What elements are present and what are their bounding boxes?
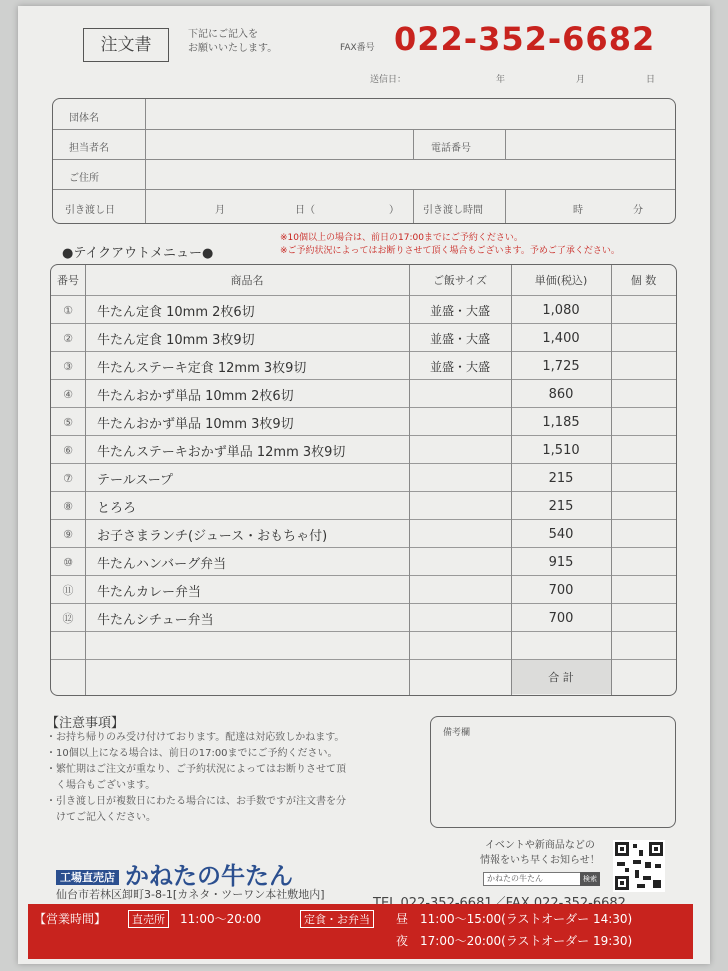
- menu-note1: ※10個以上の場合は、前日の17:00までにご予約ください。: [280, 233, 523, 243]
- item-rice-size: 並盛・大盛: [429, 331, 490, 346]
- qr-code-icon: [613, 840, 665, 892]
- menu-note2: ※ご予約状況によってはお断りさせて頂く場合もございます。予めご了承ください。: [280, 246, 620, 256]
- menu-header-row: [51, 265, 676, 295]
- delivery-day: 日（: [295, 205, 315, 216]
- item-name: 牛たん定食 10mm 2枚6切: [97, 304, 255, 320]
- brand-name: かねたの牛たん: [125, 862, 293, 890]
- header-qty: 個 数: [630, 274, 657, 287]
- total-label: 合 計: [511, 660, 611, 694]
- remarks-box[interactable]: [430, 716, 676, 828]
- item-name: お子さまランチ(ジュース・おもちゃ付): [97, 528, 328, 544]
- search-button: 検索: [580, 872, 600, 886]
- business-hours-bar: [28, 904, 693, 959]
- phone-label: 電話番号: [431, 143, 471, 154]
- item-rice-size: [409, 548, 511, 576]
- item-qty-cell[interactable]: [611, 296, 676, 324]
- item-number: ⑩: [63, 555, 73, 569]
- item-price: 700: [548, 610, 574, 626]
- item-rice-size: [409, 604, 511, 632]
- total-qty-cell[interactable]: [611, 660, 676, 694]
- send-date-year: 年: [496, 75, 506, 85]
- item-name: 牛たんステーキ定食 12mm 3枚9切: [97, 360, 307, 376]
- item-rice-size: [409, 408, 511, 436]
- item-number: ⑨: [63, 527, 73, 541]
- delivery-month: 月: [215, 205, 225, 216]
- notes-title: 【注意事項】: [46, 716, 125, 731]
- menu-title: ●テイクアウトメニュー●: [62, 246, 214, 261]
- item-name: 牛たんシチュー弁当: [97, 612, 214, 628]
- item-qty-cell[interactable]: [611, 492, 676, 520]
- event-line1: イベントや新商品などの: [484, 840, 595, 851]
- customer-form: [52, 98, 676, 224]
- item-qty-cell[interactable]: [611, 324, 676, 352]
- menu-row: [51, 323, 676, 352]
- delivery-minute: 分: [633, 205, 643, 216]
- item-number: ⑪: [62, 584, 74, 597]
- order-form-sheet: [18, 6, 710, 964]
- item-name: 牛たんおかず単品 10mm 3枚9切: [97, 416, 294, 432]
- dinner-hours: 17:00〜20:00(ラストオーダー 19:30): [420, 934, 633, 948]
- person-name-label: 担当者名: [69, 143, 109, 154]
- item-rice-size: [409, 492, 511, 520]
- notes-line: けてご記入ください。: [46, 812, 156, 823]
- item-name: とろろ: [97, 500, 137, 516]
- item-qty-cell[interactable]: [611, 380, 676, 408]
- store-address: 仙台市若林区卸町3-8-1[カネタ・ツーワン本社敷地内]: [56, 888, 325, 901]
- brand-tag: 工場直売店: [56, 870, 119, 885]
- item-number: ⑦: [63, 471, 73, 485]
- item-price: 540: [548, 526, 574, 542]
- remarks-label: 備考欄: [443, 728, 471, 738]
- item-rice-size: 並盛・大盛: [429, 359, 490, 374]
- item-price: 1,510: [542, 442, 580, 458]
- menu-row: [51, 379, 676, 408]
- dinner-label: 夜: [396, 934, 409, 948]
- header-note-line1: 下記にご記入を: [188, 29, 258, 40]
- event-info: [480, 838, 600, 868]
- item-price: 860: [548, 386, 574, 402]
- menu-row: [51, 435, 676, 464]
- item-name: 牛たん定食 10mm 3枚9切: [97, 332, 255, 348]
- header-note: [188, 28, 277, 56]
- notes-line: ・お持ち帰りのみ受け付けております。配達は対応致しかねます。: [46, 732, 345, 743]
- item-price: 215: [548, 470, 574, 486]
- menu-row: [51, 463, 676, 492]
- item-number: ③: [63, 359, 73, 373]
- menu-row: [51, 575, 676, 604]
- shop-label: 直売所: [128, 910, 169, 928]
- item-rice-size: [409, 520, 511, 548]
- header-note-line2: お願いいたします。: [188, 43, 278, 54]
- item-number: ⑫: [62, 612, 74, 625]
- item-price: 1,400: [542, 330, 580, 346]
- item-price: 1,080: [542, 302, 580, 318]
- menu-row: [51, 295, 676, 324]
- search-text-box: かねたの牛たん: [483, 872, 582, 886]
- item-name: テールスープ: [97, 472, 174, 488]
- shop-hours: 11:00〜20:00: [180, 912, 262, 926]
- delivery-time-label: 引き渡し時間: [423, 205, 483, 216]
- delivery-date-label: 引き渡し日: [65, 205, 115, 216]
- item-name: 牛たんカレー弁当: [97, 584, 202, 600]
- item-qty-cell[interactable]: [611, 352, 676, 380]
- send-date-month: 月: [576, 75, 586, 85]
- fax-label: FAX番号: [340, 43, 375, 53]
- item-rice-size: [409, 436, 511, 464]
- group-name-label: 団体名: [69, 113, 99, 124]
- notes-line: ・引き渡し日が複数日にわたる場合には、お手数ですが注文書を分: [46, 796, 346, 807]
- fax-number: 022-352-6682: [394, 20, 656, 58]
- header-name: 商品名: [230, 274, 264, 287]
- lunch-hours: 11:00〜15:00(ラストオーダー 14:30): [420, 912, 633, 926]
- notes-list: [46, 730, 436, 826]
- form-title: 注文書: [83, 28, 169, 62]
- menu-row: [51, 603, 676, 632]
- notes-line: ・繁忙期はご注文が重なり、ご予約状況によってはお断りさせて頂: [46, 764, 346, 775]
- item-number: ⑧: [63, 499, 73, 513]
- item-number: ⑤: [63, 415, 73, 429]
- menu-notes: [280, 232, 620, 258]
- hours-label: 【営業時間】: [34, 912, 107, 926]
- item-rice-size: [409, 464, 511, 492]
- menu-row: [51, 351, 676, 380]
- event-line2: 情報をいち早くお知らせ！: [480, 855, 600, 866]
- item-qty-cell[interactable]: [611, 548, 676, 576]
- item-rice-size: 並盛・大盛: [429, 303, 490, 318]
- item-number: ④: [63, 387, 73, 401]
- item-qty-cell[interactable]: [611, 436, 676, 464]
- send-date-label: 送信日：: [370, 75, 407, 85]
- item-price: 1,185: [542, 414, 580, 430]
- item-qty-cell[interactable]: [611, 576, 676, 604]
- bento-label: 定食・お弁当: [300, 910, 374, 928]
- item-name: 牛たんステーキおかず単品 12mm 3枚9切: [97, 444, 346, 460]
- header-price: 単価(税込): [534, 274, 588, 287]
- notes-line: ・10個以上になる場合は、前日の17:00までにご予約ください。: [46, 748, 338, 759]
- item-number: ①: [63, 303, 73, 317]
- header-rice: ご飯サイズ: [432, 274, 488, 287]
- item-rice-size: [409, 576, 511, 604]
- notes-line: く場合もございます。: [46, 780, 156, 791]
- item-price: 915: [548, 554, 574, 570]
- item-name: 牛たんハンバーグ弁当: [97, 556, 227, 572]
- menu-row: [51, 491, 676, 520]
- item-qty-cell[interactable]: [611, 464, 676, 492]
- item-number: ⑥: [63, 443, 73, 457]
- header-no: 番号: [57, 274, 79, 287]
- menu-row: [51, 407, 676, 436]
- address-label: ご住所: [69, 173, 99, 184]
- delivery-paren-close: ）: [389, 205, 399, 216]
- menu-row: [51, 547, 676, 576]
- send-date-day: 日: [646, 75, 656, 85]
- item-price: 215: [548, 498, 574, 514]
- menu-row-blank: [51, 631, 676, 660]
- item-name: 牛たんおかず単品 10mm 2枚6切: [97, 388, 294, 404]
- item-qty-cell[interactable]: [611, 520, 676, 548]
- item-rice-size: [409, 380, 511, 408]
- item-number: ②: [63, 331, 73, 345]
- delivery-hour: 時: [573, 205, 583, 216]
- lunch-label: 昼: [396, 912, 409, 926]
- item-qty-cell[interactable]: [611, 408, 676, 436]
- menu-table: [50, 264, 677, 696]
- item-qty-cell[interactable]: [611, 604, 676, 632]
- menu-row: [51, 519, 676, 548]
- total-row: [51, 659, 676, 694]
- item-price: 1,725: [542, 358, 580, 374]
- item-price: 700: [548, 582, 574, 598]
